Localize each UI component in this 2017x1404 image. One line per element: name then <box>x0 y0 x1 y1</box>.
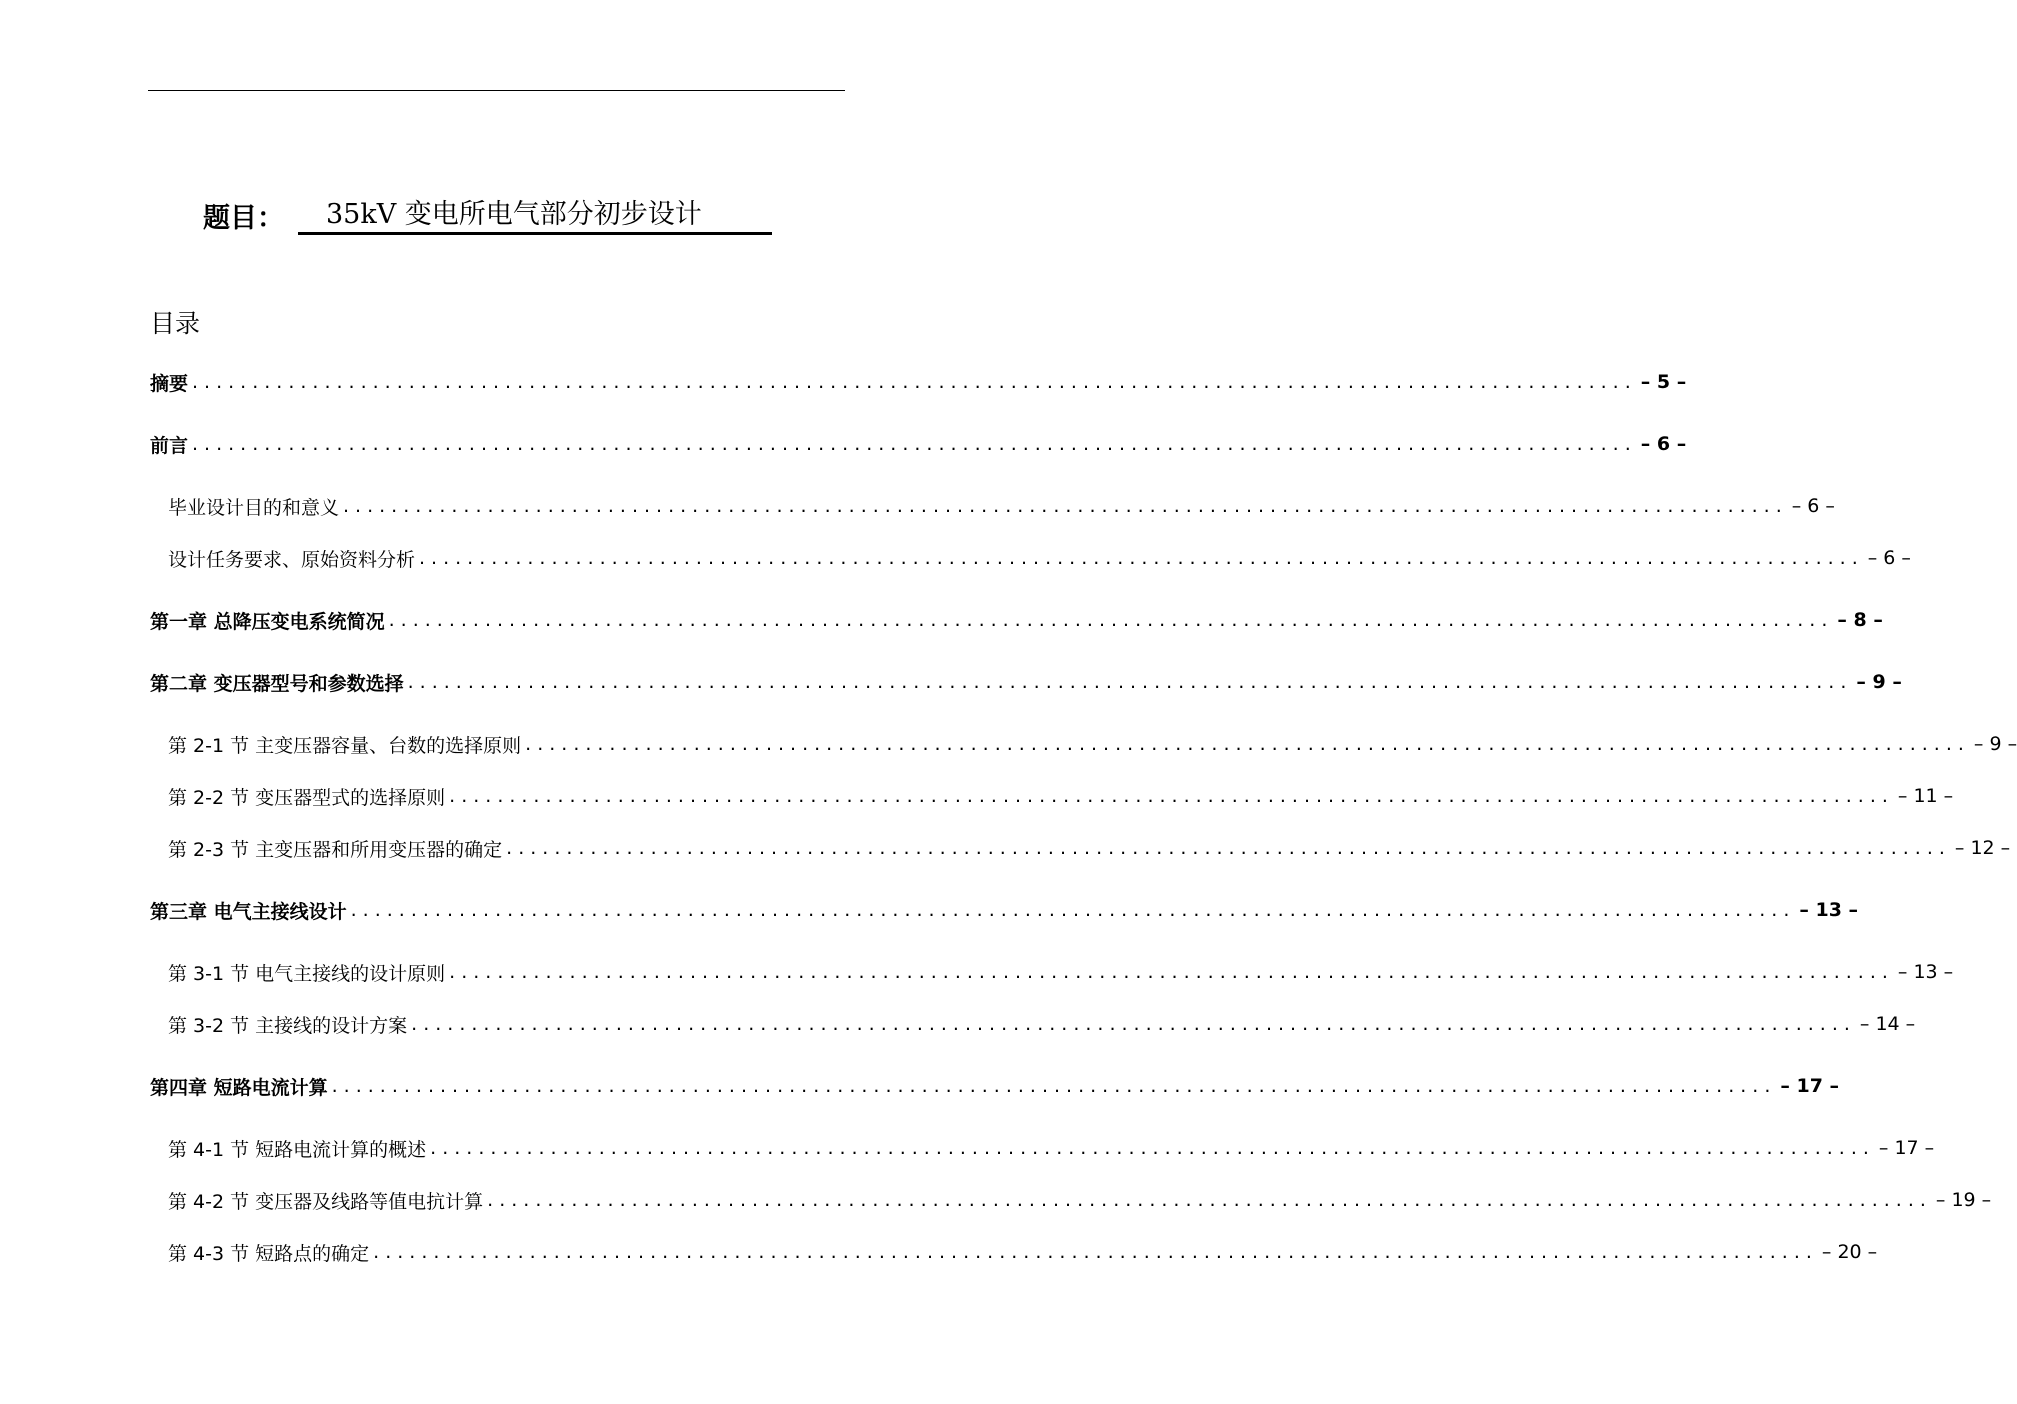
toc-entry-label: 第 2-2 节 变压器型式的选择原则 <box>168 786 446 809</box>
document-title <box>203 196 772 235</box>
toc-entry[interactable] <box>168 492 1835 520</box>
toc-entry-page: – 6 – <box>1640 433 1687 455</box>
toc-leader-dots: ........................................................................................................................ <box>449 961 1894 983</box>
toc-entry[interactable] <box>150 368 1687 396</box>
toc-entry-label: 第 3-1 节 电气主接线的设计原则 <box>168 962 446 985</box>
toc-entry-label: 设计任务要求、原始资料分析 <box>168 548 416 571</box>
toc-entry-label: 第 4-1 节 短路电流计算的概述 <box>168 1138 427 1161</box>
toc-leader-dots: ........................................................................................................................ <box>487 1189 1932 1211</box>
toc-entry-label: 第 4-3 节 短路点的确定 <box>168 1242 370 1265</box>
toc-entry-label: 第三章 电气主接线设计 <box>150 900 347 923</box>
toc-leader-dots: ........................................................................................................................ <box>388 609 1834 631</box>
toc-entry[interactable] <box>168 544 1911 572</box>
toc-leader-dots: ........................................................................................................................ <box>525 733 1970 755</box>
header-rule <box>148 90 845 91</box>
toc-leader-dots: ........................................................................................................................ <box>411 1013 1856 1035</box>
toc-entry-page: – 14 – <box>1859 1013 1916 1035</box>
toc-entry[interactable] <box>168 834 2011 862</box>
toc-leader-dots: ........................................................................................................................ <box>350 899 1796 921</box>
toc-leader-dots: ........................................................................................................................ <box>192 433 1637 455</box>
toc-entry-label: 前言 <box>150 434 189 457</box>
toc-entry[interactable] <box>150 896 1859 924</box>
toc-entry[interactable] <box>168 1010 1916 1038</box>
toc-leader-dots: ........................................................................................................................ <box>373 1241 1818 1263</box>
toc-entry-label: 摘要 <box>150 372 189 395</box>
toc-entry-page: – 17 – <box>1878 1137 1935 1159</box>
toc-entry[interactable] <box>168 782 1954 810</box>
toc-entry-page: – 5 – <box>1640 371 1687 393</box>
toc-entry-page: – 9 – <box>1856 671 1902 693</box>
toc-leader-dots: ........................................................................................................................ <box>407 671 1853 693</box>
toc-entry[interactable] <box>150 430 1687 458</box>
toc-leader-dots: ........................................................................................................................ <box>506 837 1951 859</box>
toc-entry-label: 第 2-1 节 主变压器容量、台数的选择原则 <box>168 734 522 757</box>
title-label: 题目： <box>203 203 284 234</box>
toc-leader-dots: ........................................................................................................................ <box>430 1137 1875 1159</box>
toc-entry-label: 第四章 短路电流计算 <box>150 1076 328 1099</box>
toc-entry[interactable] <box>168 1238 1878 1266</box>
toc-entry[interactable] <box>168 730 2017 758</box>
toc-entry-label: 第 4-2 节 变压器及线路等值电抗计算 <box>168 1190 484 1213</box>
toc-entry-page: – 17 – <box>1780 1075 1840 1097</box>
toc-entry-page: – 11 – <box>1897 785 1954 807</box>
toc-entry-label: 第 2-3 节 主变压器和所用变压器的确定 <box>168 838 503 861</box>
toc-leader-dots: ........................................................................................................................ <box>331 1075 1777 1097</box>
toc-entry-page: – 8 – <box>1837 609 1883 631</box>
toc-entry[interactable] <box>150 606 1883 634</box>
toc-entry[interactable] <box>150 1072 1840 1100</box>
title-value: 35kV 变电所电气部分初步设计 <box>298 198 772 235</box>
toc-entry[interactable] <box>168 1134 1935 1162</box>
toc-entry[interactable] <box>150 668 1902 696</box>
toc-entry-page: – 13 – <box>1897 961 1954 983</box>
toc-entry-page: – 19 – <box>1935 1189 1992 1211</box>
toc-entry-label: 第一章 总降压变电系统简况 <box>150 610 385 633</box>
toc-entry-page: – 12 – <box>1954 837 2011 859</box>
toc-heading: 目录 <box>150 309 201 338</box>
toc-entry-label: 第 3-2 节 主接线的设计方案 <box>168 1014 408 1037</box>
toc-entry-page: – 9 – <box>1973 733 2017 755</box>
toc-entry-page: – 13 – <box>1799 899 1859 921</box>
toc-entry-page: – 6 – <box>1867 547 1911 569</box>
toc-entry-label: 毕业设计目的和意义 <box>168 496 340 519</box>
toc-entry[interactable] <box>168 958 1954 986</box>
toc-leader-dots: ........................................................................................................................ <box>343 495 1788 517</box>
toc-entry-label: 第二章 变压器型号和参数选择 <box>150 672 404 695</box>
toc-entry-page: – 20 – <box>1821 1241 1878 1263</box>
toc-entry[interactable] <box>168 1186 1992 1214</box>
toc-leader-dots: ........................................................................................................................ <box>192 371 1637 393</box>
toc-entry-page: – 6 – <box>1791 495 1835 517</box>
toc-leader-dots: ........................................................................................................................ <box>419 547 1864 569</box>
toc-leader-dots: ........................................................................................................................ <box>449 785 1894 807</box>
